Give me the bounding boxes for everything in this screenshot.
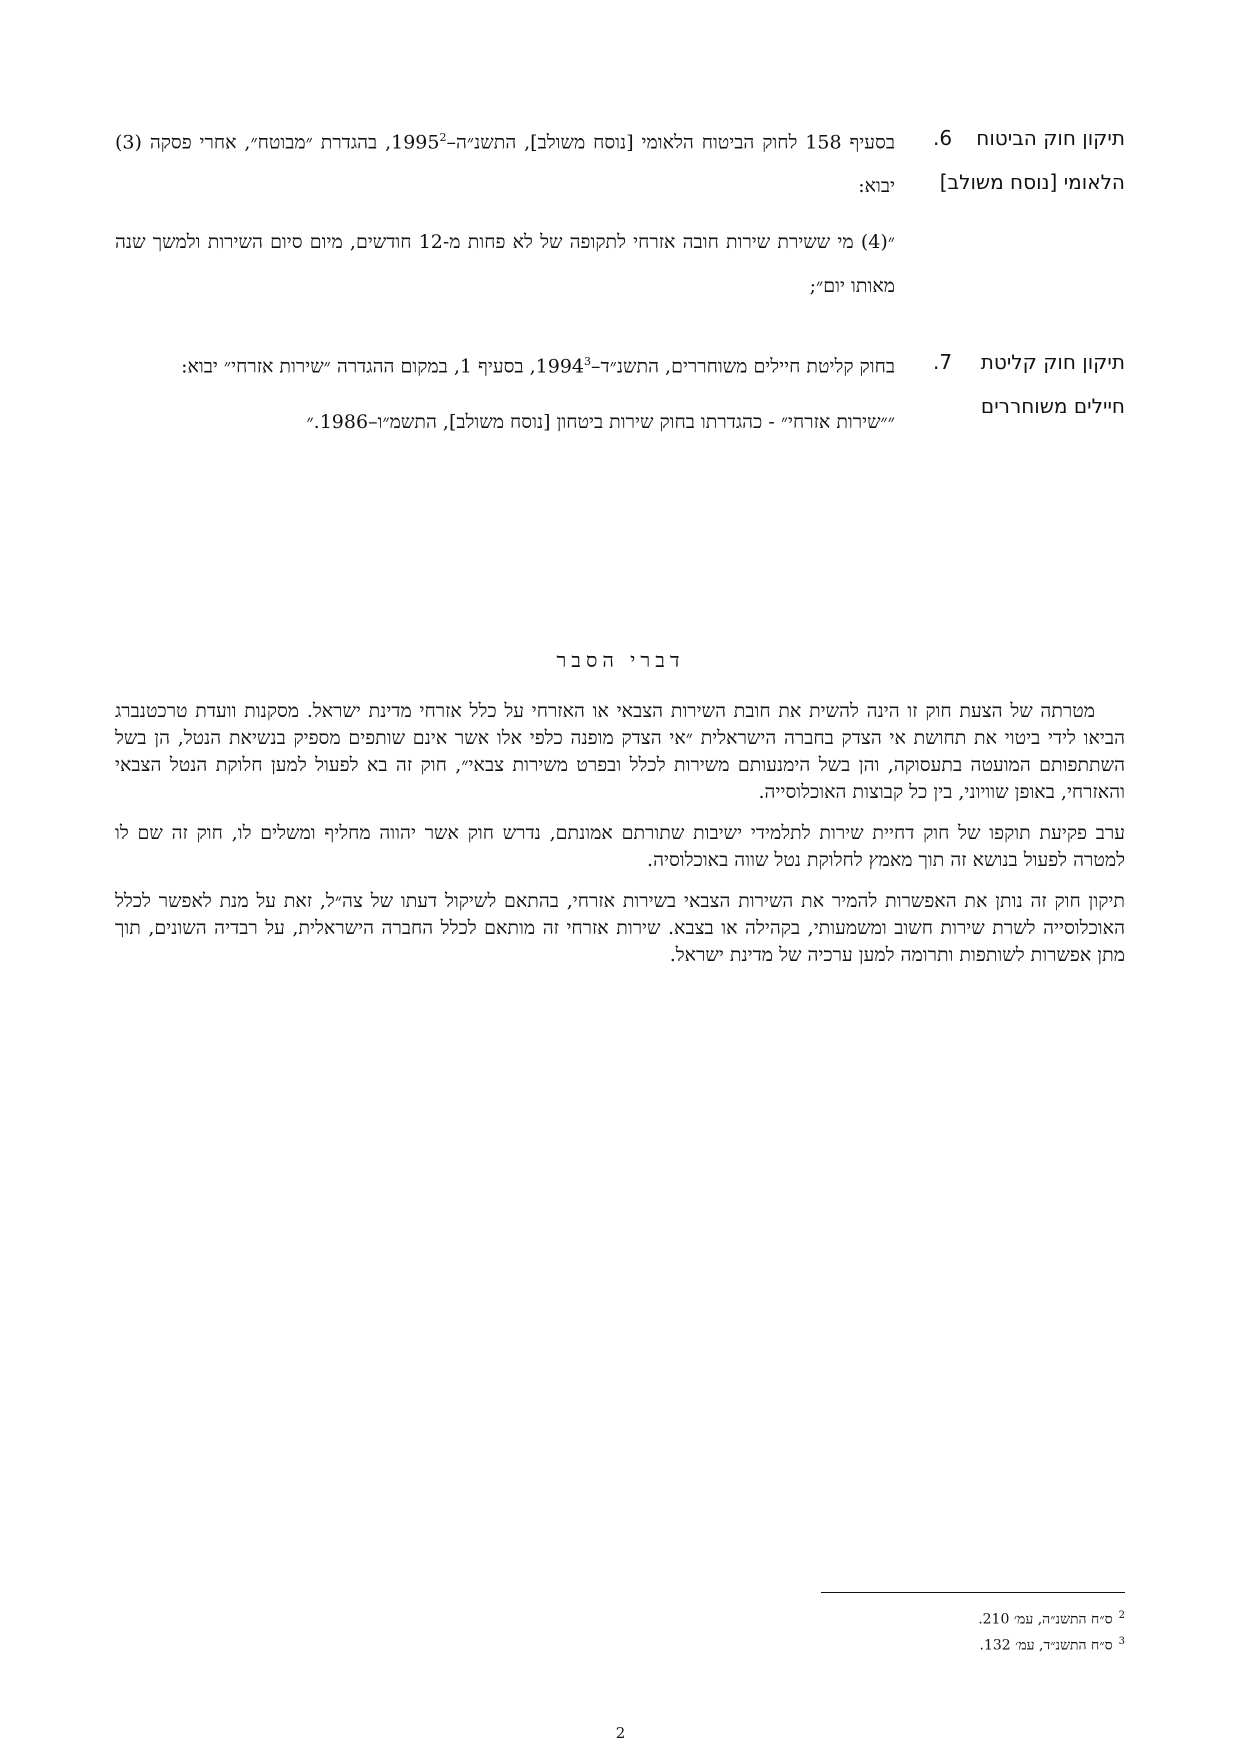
- explanatory-paragraph: ערב פקיעת תוקפו של חוק דחיית שירות לתלמידי ישיבות שתורתם אמונתם, נדרש חוק אשר יהווה מחליף ומשלים לו, חוק זה שם לו למטרה לפעול בנושא זה תוך מאמץ לחלוקת נטל שווה באוכלוסיה.: [115, 822, 1125, 871]
- section-7-number: 7.: [933, 350, 953, 374]
- page-number: 2: [615, 1724, 626, 1742]
- section-6-side: [915, 116, 1125, 204]
- explanatory-paragraph: מטרתה של הצעת חוק זו הינה להשית את חובת השירות הצבאי או האזרחי על כלל אזרחי מדינת ישראל. מסקנות וועדת טרכטנברג הביאו לידי ביטוי את תחושת אי הצדק בחברה הישראלית ״אי הצדק מופנה כלפי אלו אשר אינם שותפים מספיק בנשיאת הנטל, הן בשל השתתפותם המועטה בתעסוקה, והן בשל הימנעותם משירות לכלל ובפרט משירות צבאי״, חוק זה בא לפעול למען חלוקת הנטל הצבאי והאזרחי, באופן שוויוני, בין כל קבוצות האוכלוסייה.: [115, 700, 1125, 803]
- footnote-ref-2[interactable]: 2: [439, 131, 447, 144]
- section-7-intro: בחוק קליטת חיילים משוחררים, התשנ״ד–1994$^3$, בסעיף 1, במקום ההגדרה ״שירות אזרחי״ יבוא:: [181, 355, 895, 378]
- section-6-title: תיקון חוק הביטוח הלאומי [נוסח משולב]: [939, 126, 1125, 194]
- footnote-ref-3[interactable]: 3: [584, 355, 591, 368]
- section-6-intro: בסעיף 158 לחוק הביטוח הלאומי [נוסח משולב], התשנ״ה–1995$^2$, בהגדרת ״מבוטח״, אחרי פסקה (3) יבוא:: [115, 131, 895, 198]
- footnote-item: $^2$ס״ח התשנ״ה, עמ׳ 210.: [978, 1610, 1125, 1628]
- section-6-quote: ״(4) מי ששירת שירות חובה אזרחי לתקופה של לא פחות מ-12 חודשים, מיום סיום השירות ולמשך שנה מאותו יום״;: [115, 231, 895, 298]
- section-7-title: תיקון חוק קליטת חיילים משוחררים: [980, 350, 1125, 418]
- footnotes: [625, 1604, 1125, 1657]
- section-6-body: [115, 116, 895, 320]
- explanatory-paragraph: תיקון חוק זה נותן את האפשרות להמיר את השירות הצבאי בשירות אזרחי, בהתאם לשיקול דעתו של צה״ל, זאת על מנת לאפשר לכלל האוכלוסייה לשרת שירות חשוב ומשמעותי, בקהילה או בצבא. שירות אזרחי זה מותאם לכלל החברה הישראלית, על רבדיה השונים, תוך מתן אפשרות לשותפות ותרומה למען ערכיה של מדינת ישראל.: [115, 890, 1125, 966]
- section-7-side: [915, 340, 1125, 428]
- footnote-item: $^3$ס״ח התשנ״ד, עמ׳ 132.: [979, 1635, 1125, 1654]
- explanatory-body: [115, 698, 1125, 983]
- explanatory-title: דברי הסבר: [556, 648, 685, 672]
- section-6-number: 6.: [933, 126, 953, 150]
- section-7-body: [115, 340, 895, 456]
- section-7-quote: ״״שירות אזרחי״ - כהגדרתו בחוק שירות ביטחון [נוסח משולב], התשמ״ו–1986.״: [306, 411, 895, 434]
- footnote-separator: [821, 1592, 1125, 1593]
